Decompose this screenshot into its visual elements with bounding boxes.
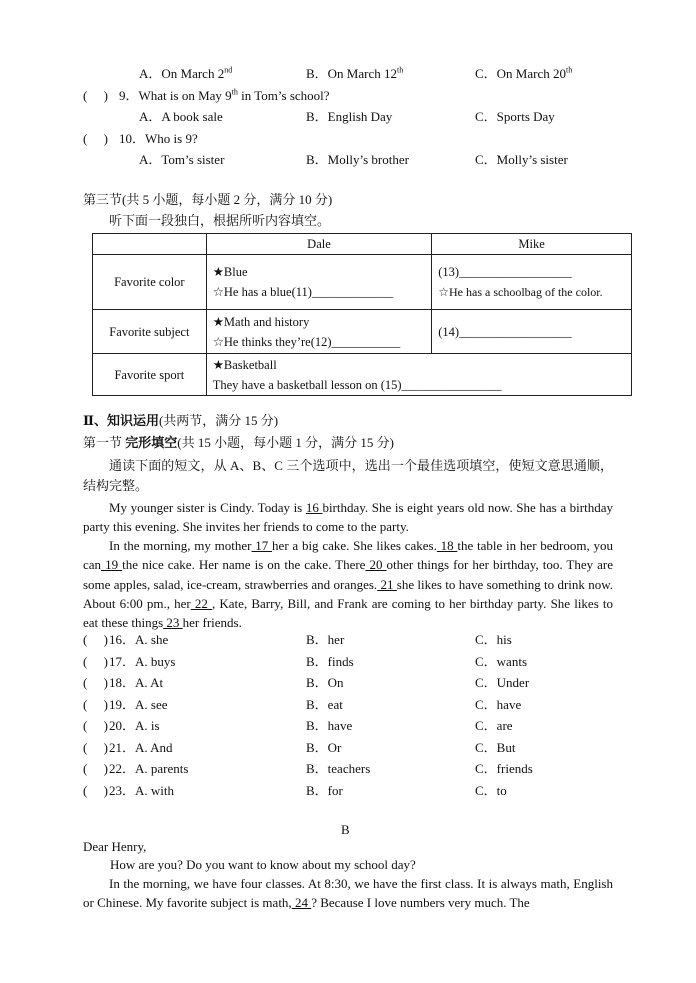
table-header-dale: Dale xyxy=(206,234,432,255)
option-a: 19．A. see xyxy=(109,697,168,712)
option-b: B．have xyxy=(306,718,353,733)
q9-stem: 9．What is on May 9th in Tom’s school? xyxy=(119,87,330,103)
option-c: C．his xyxy=(475,632,512,647)
blank-17: 17 xyxy=(251,538,273,553)
table-header-row xyxy=(93,234,632,255)
option-a: 22．A. parents xyxy=(109,761,189,776)
table-row-sport xyxy=(93,354,632,396)
blank-16: 16 xyxy=(305,500,323,515)
letter-line-1: How are you? Do you want to know about my school day? xyxy=(110,857,416,872)
q8-option-b: B．On March 12th xyxy=(306,65,404,81)
q9-option-c: C．Sports Day xyxy=(475,109,555,124)
section-b-heading: B xyxy=(341,822,350,837)
option-b: B．teachers xyxy=(306,761,371,776)
option-c: C．wants xyxy=(475,654,528,669)
q10-option-a: A．Tom’s sister xyxy=(139,152,225,167)
blank-19: 19 xyxy=(101,557,123,573)
blank-24: 24 xyxy=(291,895,312,911)
passage-paragraph-2: In the morning, my mother 17 her a big cake. She likes cakes. 18 the table in her bedroom, you can 19 the nice cake. Her name is on the cake. There 20 other things for her birthday, too. They are some apples, salad, ice-cream, strawberries and oranges. 21 she likes to have something to drink now. About 6:00 pm., her 22 , Kate, Barry, Bill, and Frank are coming to her birthday party. She likes to eat these things 23 her friends. xyxy=(83,538,614,631)
cell-dale-subject: ★Math and history ☆He thinks they’re(12)___________ xyxy=(206,310,432,354)
q9-paren: ( ) xyxy=(83,88,108,103)
passage-paragraph-1: My younger sister is Cindy. Today is 16 birthday. She is eight years old now. She has a birthday party this evening. She invites her friends to come to the party. xyxy=(83,500,613,535)
option-paren: ( ) xyxy=(83,761,108,776)
cell-sport: ★Basketball They have a basketball lesson on (15)________________ xyxy=(206,354,631,396)
option-paren: ( ) xyxy=(83,718,108,733)
row-label-color: Favorite color xyxy=(93,255,207,310)
option-c: C．Under xyxy=(475,675,530,690)
part2-title: Ⅱ、知识运用(共两节，满分 15 分) xyxy=(83,413,279,428)
option-paren: ( ) xyxy=(83,697,108,712)
option-b: B．for xyxy=(306,783,343,798)
table-row-color xyxy=(93,255,632,310)
cell-mike-subject: (14)__________________ xyxy=(432,310,632,354)
q10-option-c: C．Molly’s sister xyxy=(475,152,568,167)
section3-instruction: 听下面一段独白，根据所听内容填空。 xyxy=(109,213,331,228)
q10-stem: 10．Who is 9? xyxy=(119,131,198,146)
q10-paren: ( ) xyxy=(83,131,108,146)
option-paren: ( ) xyxy=(83,654,108,669)
letter-salutation: Dear Henry, xyxy=(83,839,147,854)
option-b: B．finds xyxy=(306,654,354,669)
option-c: C．are xyxy=(475,718,513,733)
option-a: 17．A. buys xyxy=(109,654,176,669)
row-label-subject: Favorite subject xyxy=(93,310,207,354)
q8-option-a: A．On March 2nd xyxy=(139,65,233,81)
option-paren: ( ) xyxy=(83,675,108,690)
q9-option-b: B．English Day xyxy=(306,109,393,124)
letter-paragraph-2: In the morning, we have four classes. At 8:30, we have the first class. It is always math, English or Chinese. My favorite subject is math, 24 ? Because I love numbers very much. The xyxy=(83,876,613,911)
cell-mike-color: (13)__________________ ☆He has a schoolbag of the color. xyxy=(432,255,632,310)
option-c: C．friends xyxy=(475,761,533,776)
q9-option-a: A．A book sale xyxy=(139,109,223,124)
listening-table xyxy=(92,233,632,396)
part2-section1-title: 第一节 完形填空(共 15 小题，每小题 1 分，满分 15 分) xyxy=(83,435,394,450)
option-a: 16．A. she xyxy=(109,632,169,647)
blank-20: 20 xyxy=(365,557,387,573)
option-a: 20．A. is xyxy=(109,718,160,733)
option-paren: ( ) xyxy=(83,632,108,647)
option-a: 23．A. with xyxy=(109,783,175,798)
blank-22: 22 xyxy=(190,595,213,611)
part2-instruction: 通读下面的短文，从 A、B、C 三个选项中，选出一个最佳选项填空，使短文意思通顺，结构完整。 xyxy=(83,458,613,493)
cell-dale-color: ★Blue ☆He has a blue(11)_____________ xyxy=(206,255,432,310)
blank-18: 18 xyxy=(436,538,458,553)
option-b: B．On xyxy=(306,675,344,690)
blank-21: 21 xyxy=(377,576,397,592)
option-paren: ( ) xyxy=(83,783,108,798)
option-b: B．Or xyxy=(306,740,342,755)
option-a: 18．A. At xyxy=(109,675,164,690)
q8-option-c: C．On March 20th xyxy=(475,65,573,81)
table-header-mike: Mike xyxy=(432,234,632,255)
q10-option-b: B．Molly’s brother xyxy=(306,152,409,167)
option-c: C．have xyxy=(475,697,522,712)
section3-title: 第三节(共 5 小题，每小题 2 分，满分 10 分) xyxy=(83,192,333,207)
option-b: B．eat xyxy=(306,697,343,712)
option-a: 21．A. And xyxy=(109,740,173,755)
table-row-subject xyxy=(93,310,632,354)
option-paren: ( ) xyxy=(83,740,108,755)
blank-23: 23 xyxy=(163,615,183,631)
table-header-blank xyxy=(93,234,207,255)
option-b: B．her xyxy=(306,632,345,647)
row-label-sport: Favorite sport xyxy=(93,354,207,396)
option-c: C．to xyxy=(475,783,507,798)
option-c: C．But xyxy=(475,740,516,755)
